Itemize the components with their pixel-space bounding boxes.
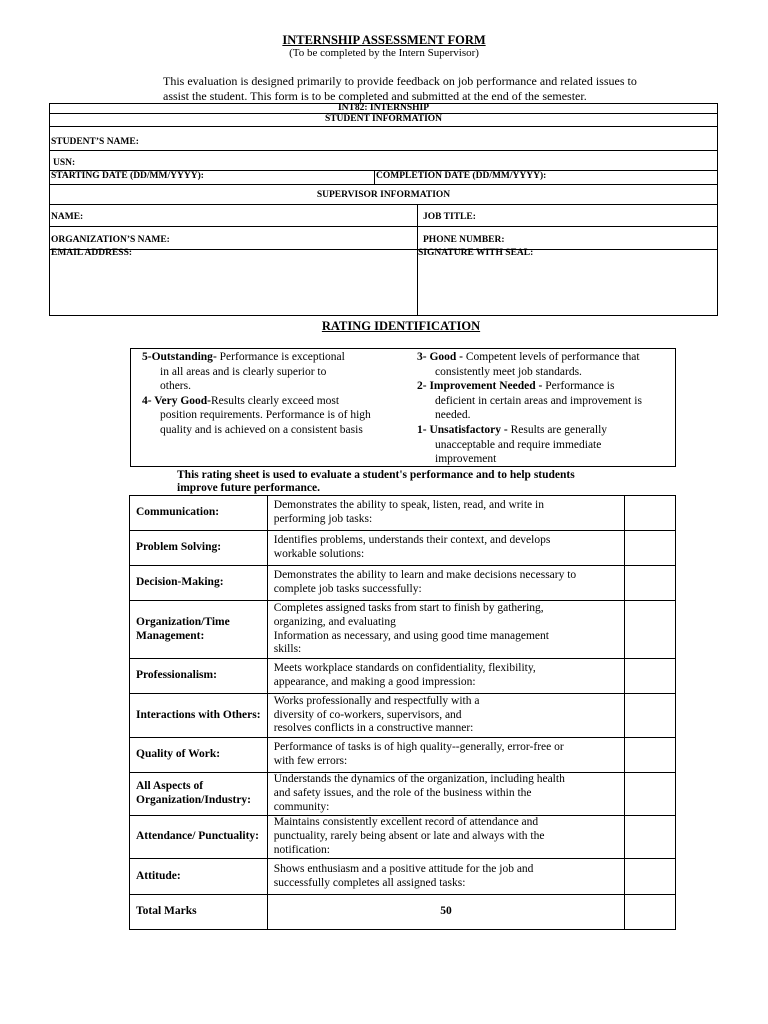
form-subtitle: (To be completed by the Intern Supervisor) — [289, 47, 479, 59]
criteria-label: Communication: — [130, 496, 268, 531]
rating-level-head: 2- Improvement Needed - — [417, 380, 546, 393]
student-name-field[interactable]: STUDENT’S NAME: — [51, 137, 139, 147]
score-cell[interactable] — [625, 816, 676, 859]
rating-level-head: 1- Unsatisfactory - — [417, 423, 511, 436]
criteria-description-line: organizing, and evaluating — [273, 615, 396, 628]
criteria-row — [130, 531, 676, 566]
criteria-description — [267, 531, 625, 566]
rating-legend — [130, 348, 676, 467]
student-info-heading: STUDENT INFORMATION — [324, 114, 443, 124]
criteria-description — [267, 601, 625, 659]
criteria-table — [129, 495, 676, 930]
criteria-description-line: Maintains consistently excellent record of attendance and — [273, 816, 539, 829]
criteria-label: Problem Solving: — [130, 531, 268, 566]
intro-line: assist the student. This form is to be completed and submitted at the end of the semester. — [163, 88, 587, 103]
criteria-description — [267, 496, 625, 531]
criteria-label: Organization/Time Management: — [130, 601, 268, 659]
job-title-field[interactable]: JOB TITLE: — [423, 212, 476, 222]
criteria-description — [267, 859, 625, 895]
criteria-description — [267, 773, 625, 816]
score-cell[interactable] — [625, 496, 676, 531]
criteria-row — [130, 773, 676, 816]
criteria-label: Decision-Making: — [130, 566, 268, 601]
criteria-row — [130, 601, 676, 659]
criteria-description-line: Meets workplace standards on confidentiality, flexibility, — [273, 662, 536, 675]
total-label: Total Marks — [130, 895, 268, 930]
criteria-description-line: resolves conflicts in a constructive manner: — [273, 722, 474, 735]
score-cell[interactable] — [625, 773, 676, 816]
rating-level-head: 5-Outstanding — [142, 351, 213, 363]
score-cell[interactable] — [625, 859, 676, 895]
rating-level-text: unacceptable and require immediate — [435, 438, 602, 451]
score-cell[interactable] — [625, 694, 676, 738]
rating-note — [177, 469, 647, 494]
score-cell[interactable] — [625, 601, 676, 659]
phone-number-field[interactable]: PHONE NUMBER: — [423, 235, 505, 245]
rating-level — [417, 423, 677, 467]
intro-text — [163, 74, 683, 103]
rating-level-text: in all areas and is clearly superior to — [160, 365, 327, 378]
criteria-label: Professionalism: — [130, 659, 268, 694]
start-date-field[interactable]: STARTING DATE (DD/MM/YYYY): — [51, 171, 204, 181]
rating-level — [417, 350, 677, 379]
rating-level-head: 3- Good - — [417, 351, 466, 363]
usn-field[interactable]: USN: — [53, 158, 76, 168]
rating-level — [142, 394, 402, 438]
criteria-row — [130, 694, 676, 738]
rating-level-text: Performance is — [545, 380, 615, 393]
email-address-field[interactable]: EMAIL ADDRESS: — [51, 248, 133, 258]
rating-level-text: improvement — [435, 453, 497, 466]
completion-date-field[interactable]: COMPLETION DATE (DD/MM/YYYY): — [376, 171, 547, 181]
criteria-description-line: skills: — [273, 643, 302, 656]
criteria-description-line: Identifies problems, understands their context, and develops — [273, 534, 551, 547]
organization-name-field[interactable]: ORGANIZATION’S NAME: — [51, 235, 170, 245]
intro-line: This evaluation is designed primarily to provide feedback on job performance and related issues to — [163, 74, 637, 88]
criteria-description-line: Demonstrates the ability to learn and make decisions necessary to — [273, 569, 577, 582]
course-label: INT82: INTERNSHIP — [337, 103, 430, 113]
criteria-description-line: Demonstrates the ability to speak, listen, read, and write in — [273, 499, 544, 512]
criteria-label: Quality of Work: — [130, 738, 268, 773]
criteria-description-line: Completes assigned tasks from start to finish by gathering, — [273, 601, 544, 614]
criteria-description-line: Shows enthusiasm and a positive attitude for the job and — [273, 862, 534, 875]
score-cell[interactable] — [625, 531, 676, 566]
rating-legend-left — [142, 350, 402, 438]
criteria-description-line: punctuality, rarely being absent or late and always with the — [273, 830, 545, 843]
rating-level-text: quality and is achieved on a consistent basis — [160, 423, 363, 436]
rating-level-head: 4- Very Good — [142, 394, 208, 407]
criteria-description-line: Information as necessary, and using good time management — [273, 629, 549, 642]
criteria-description-line: appearance, and making a good impression: — [273, 676, 476, 688]
criteria-row — [130, 659, 676, 694]
criteria-description-line: diversity of co-workers, supervisors, and — [273, 708, 462, 721]
criteria-description — [267, 738, 625, 773]
criteria-row — [130, 738, 676, 773]
rating-title: RATING IDENTIFICATION — [321, 319, 481, 333]
criteria-description-line: with few errors: — [273, 755, 348, 767]
score-cell[interactable] — [625, 566, 676, 601]
criteria-description-line: complete job tasks successfully: — [273, 583, 422, 595]
criteria-description-line: Works professionally and respectfully with a — [273, 694, 480, 707]
rating-level-text: deficient in certain areas and improvement is — [435, 394, 642, 407]
rating-level-text: Results clearly exceed most — [211, 394, 340, 407]
criteria-row — [130, 496, 676, 531]
rating-level-text: Results are generally — [510, 423, 608, 436]
note-line: This rating sheet is used to evaluate a student's performance and to help students — [177, 469, 575, 481]
total-row — [130, 895, 676, 930]
criteria-label: All Aspects of Organization/Industry: — [130, 773, 268, 816]
supervisor-info-heading: SUPERVISOR INFORMATION — [316, 190, 451, 200]
rating-level-sep: - — [207, 394, 212, 407]
rating-level-text: position requirements. Performance is of high — [160, 409, 371, 422]
rating-level-text: Competent levels of performance that — [465, 351, 640, 363]
criteria-description-line: and safety issues, and the role of the business within the — [273, 787, 532, 800]
criteria-description — [267, 659, 625, 694]
score-cell[interactable] — [625, 738, 676, 773]
form-title: INTERNSHIP ASSESSMENT FORM — [282, 33, 486, 47]
criteria-description-line: performing job tasks: — [273, 513, 373, 525]
criteria-description — [267, 694, 625, 738]
criteria-row — [130, 859, 676, 895]
criteria-label: Interactions with Others: — [130, 694, 268, 738]
criteria-description — [267, 816, 625, 859]
rating-level-sep: - — [212, 351, 220, 363]
rating-level-text: others. — [160, 380, 191, 393]
total-score-cell[interactable] — [625, 895, 676, 930]
criteria-description-line: successfully completes all assigned tasks: — [273, 876, 466, 889]
rating-level-text: needed. — [435, 409, 471, 422]
rating-level-text: Performance is exceptional — [219, 351, 345, 363]
signature-field[interactable]: SIGNATURE WITH SEAL: — [418, 248, 534, 258]
rating-level — [142, 350, 402, 394]
note-line: improve future performance. — [177, 481, 320, 494]
criteria-description-line: community: — [273, 800, 330, 813]
info-table — [49, 103, 718, 316]
rating-level-text: consistently meet job standards. — [435, 365, 582, 378]
criteria-description-line: workable solutions: — [273, 548, 365, 560]
rating-legend-right — [417, 350, 677, 467]
criteria-description-line: Understands the dynamics of the organization, including health — [273, 773, 565, 786]
supervisor-name-field[interactable]: NAME: — [51, 212, 84, 222]
total-value: 50 — [267, 895, 625, 930]
criteria-description-line: notification: — [273, 843, 330, 856]
criteria-row — [130, 566, 676, 601]
criteria-label: Attitude: — [130, 859, 268, 895]
criteria-description-line: Performance of tasks is of high quality--generally, error-free or — [273, 741, 564, 754]
criteria-description — [267, 566, 625, 601]
rating-level — [417, 379, 677, 423]
score-cell[interactable] — [625, 659, 676, 694]
criteria-label: Attendance/ Punctuality: — [130, 816, 268, 859]
criteria-row — [130, 816, 676, 859]
